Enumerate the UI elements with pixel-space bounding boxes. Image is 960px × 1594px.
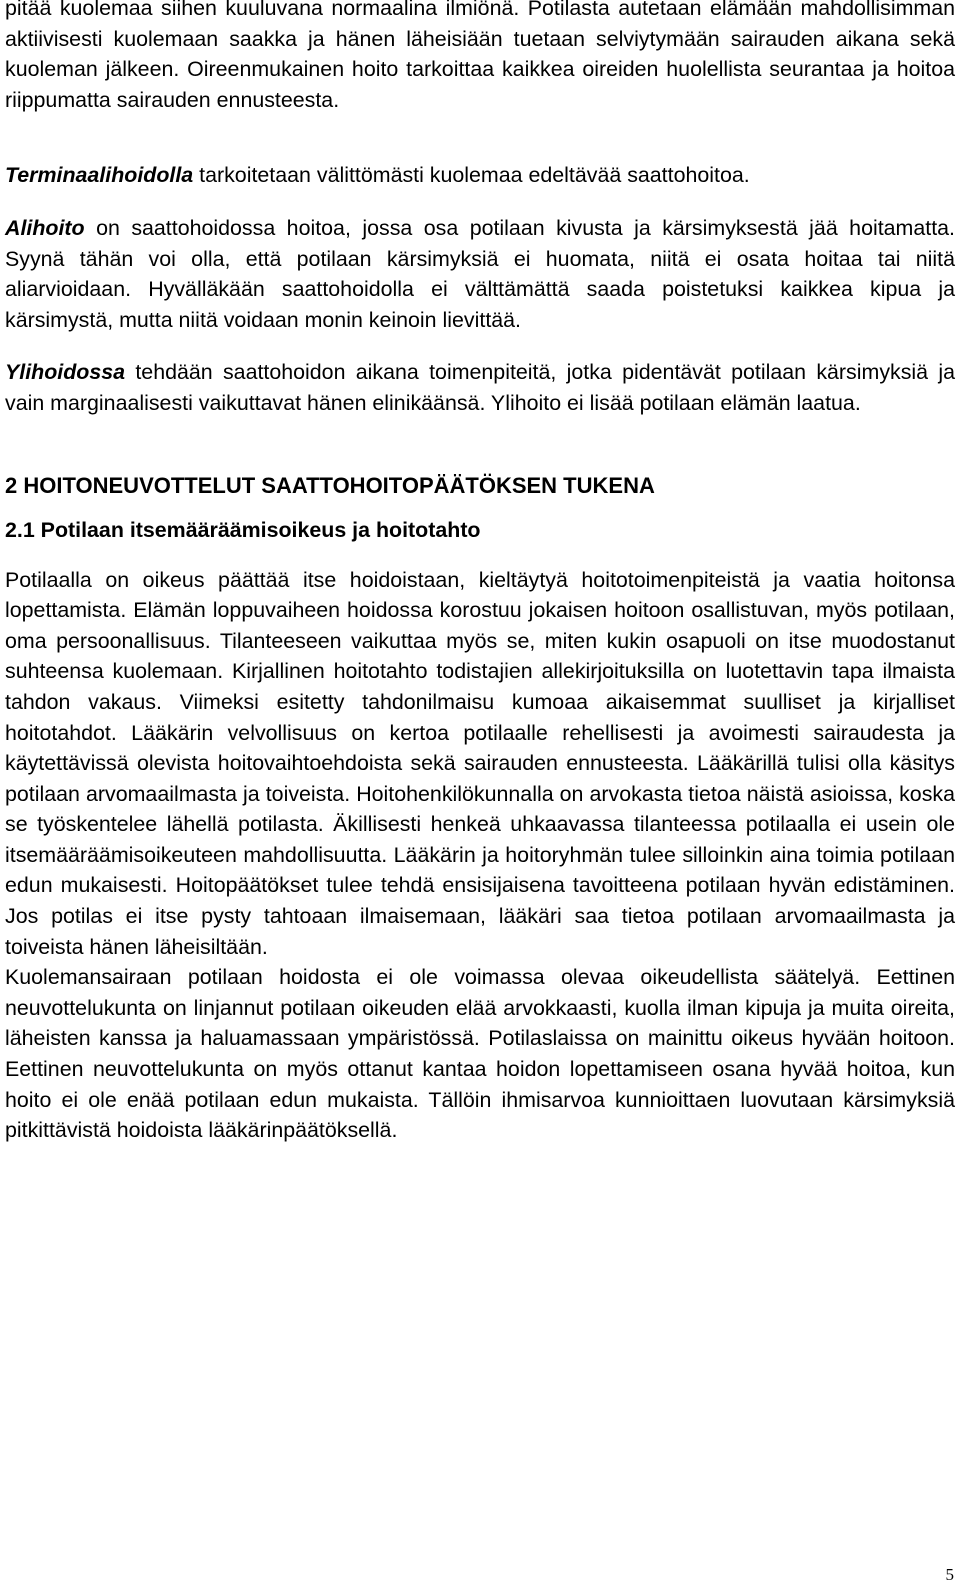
definition-undertreatment: on saattohoidossa hoitoa, jossa osa potilaan kivusta ja kärsimyksestä jää hoitamatta. Syynä tähän voi olla, että potilaan kärsimyksiä ei huomata, niitä ei osata hoitaa tai niitä aliarvioidaan. Hyvälläkään saattohoidolla ei välttämättä saada poistetuksi kaikkea kipua ja kärsimystä, mutta niitä voidaan monin keinoin lievittää. (5, 215, 955, 332)
term-terminal-care: Terminaalihoidolla (5, 163, 194, 188)
paragraph-legal-regulation: Kuolemansairaan potilaan hoidosta ei ole voimassa olevaa oikeudellista säätelyä. Eettinen neuvottelukunta on linjannut potilaan oikeuden elää arvokkaasti, kuolla ilman kipuja ja muita oireita, läheisten kanssa ja haluamassaan ympäristössä. Potilaslaissa on mainittu oikeus hyvään hoitoon. Eettinen neuvottelukunta on myös ottanut kantaa hoidon lopettamiseen osana hyvää hoitoa, kun hoito ei ole enää potilaan edun mukaista. Tällöin ihmisarvoa kunnioittaen luovutaan kärsimyksiä pitkittävistä hoidoista lääkärinpäätöksellä. (5, 965, 955, 1143)
paragraph-overtreatment (5, 357, 955, 418)
spacer (5, 191, 955, 213)
page-number: 5 (945, 1565, 954, 1584)
spacer (5, 545, 955, 565)
subsection-heading: 2.1 Potilaan itsemääräämisoikeus ja hoitotahto (5, 517, 481, 542)
spacer (5, 335, 955, 357)
term-overtreatment: Ylihoidossa (5, 360, 126, 385)
paragraph-undertreatment (5, 213, 955, 335)
paragraph-terminal-care (5, 160, 955, 191)
spacer (5, 501, 955, 515)
spacer (5, 419, 955, 471)
term-undertreatment: Alihoito (5, 215, 85, 240)
paragraph-palliative-care: pitää kuolemaa siihen kuuluvana normaalina ilmiönä. Potilasta autetaan elämään mahdollisimman aktiivisesti kuolemaan saakka ja hänen läheisiään tuetaan selviytymään sairauden aikana sekä kuoleman jälkeen. Oireenmukainen hoito tarkoittaa kaikkea oireiden huolellista seurantaa ja hoitoa riippumatta sairauden ennusteesta. (5, 0, 955, 112)
paragraph-self-determination: Potilaalla on oikeus päättää itse hoidoistaan, kieltäytyä hoitotoimenpiteistä ja vaatia hoitonsa lopettamista. Elämän loppuvaiheen hoidossa korostuu jokaisen hoitoon osallistuvan, myös potilaan, oma persoonallisuus. Tilanteeseen vaikuttaa myös se, miten kukin osapuoli on itse muodostanut suhteensa kuolemaan. Kirjallinen hoitotahto todistajien allekirjoituksilla on luotettavin tapa ilmaista tahdon vakaus. Viimeksi esitetty tahdonilmaisu kumoaa aikaisemmat suulliset ja kirjalliset hoitotahdot. Lääkärin velvollisuus on kertoa potilaalle rehellisesti ja avoimesti sairaudesta ja käytettävissä olevista hoitovaihtoehdoista sekä sairauden ennusteesta. Lääkärillä tulisi olla käsitys potilaan arvomaailmasta ja toiveista. Hoitohenkilökunnalla on arvokasta tietoa näistä asioissa, koska se työskentelee lähellä potilasta. Äkillisesti henkeä uhkaavassa tilanteessa potilaalla ei usein ole itsemääräämisoikeuteen mahdollisuutta. Lääkärin ja hoitoryhmän tulee silloinkin aina toimia potilaan edun mukaisesti. Hoitopäätökset tulee tehdä ensisijaisena tavoitteena potilaan hyvän edistäminen. Jos potilas ei itse pysty tahtoaan ilmaisemaan, lääkäri saa tietoa potilaan arvomaailmasta ja toiveista hänen läheisiltään. (5, 567, 955, 959)
definition-terminal-care: tarkoitetaan välittömästi kuolemaa edeltävää saattohoitoa. (193, 163, 750, 188)
definition-overtreatment: tehdään saattohoidon aikana toimenpiteitä, jotka pidentävät potilaan kärsimyksiä ja vain marginaalisesti vaikuttavat hänen elinikäänsä. Ylihoito ei lisää potilaan elämän laatua. (5, 360, 955, 415)
section-heading: 2 HOITONEUVOTTELUT SAATTOHOITOPÄÄTÖKSEN TUKENA (5, 472, 655, 498)
document-page (5, 0, 955, 1146)
spacer (5, 115, 955, 160)
